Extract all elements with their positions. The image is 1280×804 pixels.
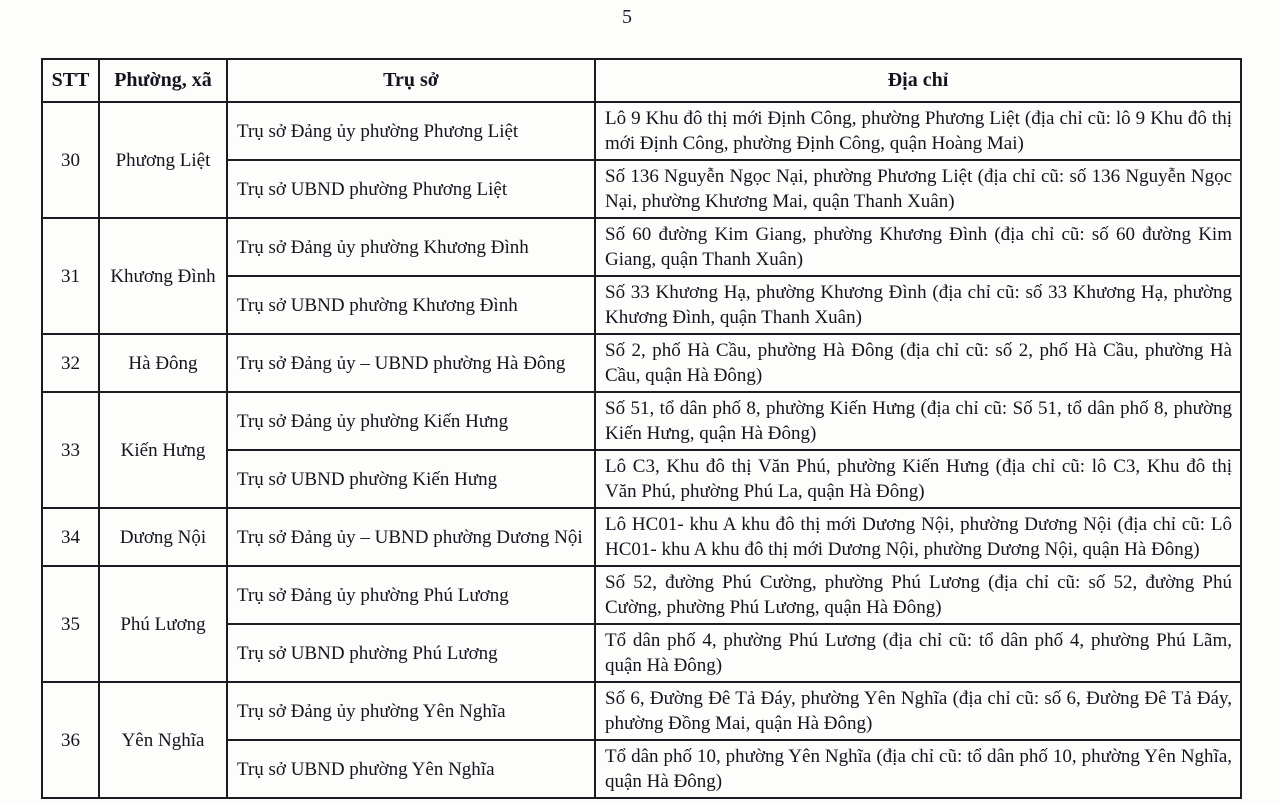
header-diachi: Địa chỉ xyxy=(595,59,1241,102)
address-cell: Lô C3, Khu đô thị Văn Phú, phường Kiến Hưng (địa chỉ cũ: lô C3, Khu đô thị Văn Phú, phường Phú La, quận Hà Đông) xyxy=(595,450,1241,508)
address-cell: Số 52, đường Phú Cường, phường Phú Lương (địa chỉ cũ: số 52, đường Phú Cường, phường Phú Lương, quận Hà Đông) xyxy=(595,566,1241,624)
address-cell: Số 33 Khương Hạ, phường Khương Đình (địa chỉ cũ: số 33 Khương Hạ, phường Khương Đình, quận Thanh Xuân) xyxy=(595,276,1241,334)
address-cell: Số 60 đường Kim Giang, phường Khương Đình (địa chỉ cũ: số 60 đường Kim Giang, quận Thanh Xuân) xyxy=(595,218,1241,276)
office-cell: Trụ sở Đảng ủy phường Phương Liệt xyxy=(227,102,595,160)
stt-cell: 35 xyxy=(42,566,99,682)
stt-cell: 34 xyxy=(42,508,99,566)
table-row xyxy=(42,508,1241,566)
header-row xyxy=(42,59,1241,102)
office-cell: Trụ sở UBND phường Phú Lương xyxy=(227,624,595,682)
table-row xyxy=(42,218,1241,276)
ward-cell: Phú Lương xyxy=(99,566,227,682)
address-cell: Lô HC01- khu A khu đô thị mới Dương Nội, phường Dương Nội (địa chỉ cũ: Lô HC01- khu A khu đô thị mới Dương Nội, phường Dương Nội, quận Hà Đông) xyxy=(595,508,1241,566)
table-row xyxy=(42,102,1241,160)
office-cell: Trụ sở Đảng ủy phường Kiến Hưng xyxy=(227,392,595,450)
ward-cell: Kiến Hưng xyxy=(99,392,227,508)
page-number: 5 xyxy=(622,6,632,28)
header-truso: Trụ sở xyxy=(227,59,595,102)
office-cell: Trụ sở Đảng ủy phường Khương Đình xyxy=(227,218,595,276)
stt-cell: 31 xyxy=(42,218,99,334)
office-cell: Trụ sở Đảng ủy phường Yên Nghĩa xyxy=(227,682,595,740)
office-cell: Trụ sở Đảng ủy – UBND phường Dương Nội xyxy=(227,508,595,566)
ward-cell: Khương Đình xyxy=(99,218,227,334)
address-cell: Số 51, tổ dân phố 8, phường Kiến Hưng (địa chỉ cũ: Số 51, tổ dân phố 8, phường Kiến Hưng, quận Hà Đông) xyxy=(595,392,1241,450)
header-stt: STT xyxy=(42,59,99,102)
office-cell: Trụ sở Đảng ủy phường Phú Lương xyxy=(227,566,595,624)
address-cell: Tổ dân phố 4, phường Phú Lương (địa chỉ cũ: tổ dân phố 4, phường Phú Lãm, quận Hà Đông) xyxy=(595,624,1241,682)
ward-cell: Phương Liệt xyxy=(99,102,227,218)
address-cell: Số 2, phố Hà Cầu, phường Hà Đông (địa chỉ cũ: số 2, phố Hà Cầu, phường Hà Cầu, quận Hà Đông) xyxy=(595,334,1241,392)
office-cell: Trụ sở Đảng ủy – UBND phường Hà Đông xyxy=(227,334,595,392)
table-row xyxy=(42,682,1241,740)
address-cell: Tổ dân phố 10, phường Yên Nghĩa (địa chỉ cũ: tổ dân phố 10, phường Yên Nghĩa, quận Hà Đông) xyxy=(595,740,1241,798)
address-cell: Số 6, Đường Đê Tả Đáy, phường Yên Nghĩa (địa chỉ cũ: số 6, Đường Đê Tả Đáy, phường Đồng Mai, quận Hà Đông) xyxy=(595,682,1241,740)
table-body xyxy=(42,102,1241,798)
ward-cell: Dương Nội xyxy=(99,508,227,566)
stt-cell: 36 xyxy=(42,682,99,798)
stt-cell: 32 xyxy=(42,334,99,392)
office-cell: Trụ sở UBND phường Phương Liệt xyxy=(227,160,595,218)
office-cell: Trụ sở UBND phường Khương Đình xyxy=(227,276,595,334)
table-row xyxy=(42,566,1241,624)
office-cell: Trụ sở UBND phường Yên Nghĩa xyxy=(227,740,595,798)
ward-offices-table xyxy=(41,58,1242,799)
ward-cell: Hà Đông xyxy=(99,334,227,392)
header-ward: Phường, xã xyxy=(99,59,227,102)
table-row xyxy=(42,334,1241,392)
table-header xyxy=(42,59,1241,102)
table-row xyxy=(42,392,1241,450)
ward-cell: Yên Nghĩa xyxy=(99,682,227,798)
stt-cell: 30 xyxy=(42,102,99,218)
address-cell: Số 136 Nguyễn Ngọc Nại, phường Phương Liệt (địa chỉ cũ: số 136 Nguyễn Ngọc Nại, phường Khương Mai, quận Thanh Xuân) xyxy=(595,160,1241,218)
address-cell: Lô 9 Khu đô thị mới Định Công, phường Phương Liệt (địa chỉ cũ: lô 9 Khu đô thị mới Định Công, phường Định Công, quận Hoàng Mai) xyxy=(595,102,1241,160)
stt-cell: 33 xyxy=(42,392,99,508)
office-cell: Trụ sở UBND phường Kiến Hưng xyxy=(227,450,595,508)
